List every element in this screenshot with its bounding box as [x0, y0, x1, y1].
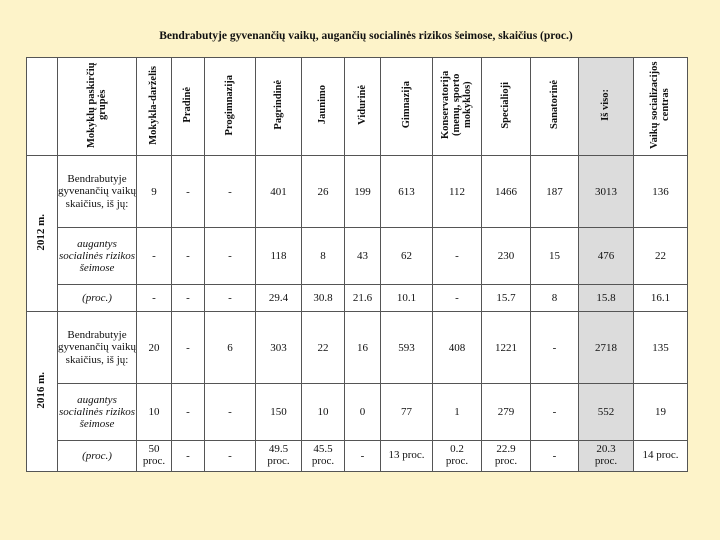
- table-cell: 1221: [482, 312, 531, 384]
- table-cell: -: [172, 312, 205, 384]
- table-cell: 593: [381, 312, 433, 384]
- column-header: [256, 58, 302, 156]
- column-header-total: [579, 58, 634, 156]
- table-row: [27, 228, 688, 285]
- table-row: [27, 384, 688, 441]
- column-header: [482, 58, 531, 156]
- column-header: [205, 58, 256, 156]
- table-cell: 150: [256, 384, 302, 441]
- table-cell: 13 proc.: [381, 441, 433, 472]
- table-cell: -: [531, 384, 579, 441]
- column-header-label: Vidurinė: [356, 85, 368, 125]
- table-cell: 62: [381, 228, 433, 285]
- column-header: [381, 58, 433, 156]
- row-label: (proc.): [58, 285, 137, 312]
- table-cell: 26: [302, 156, 345, 228]
- table-cell: -: [137, 228, 172, 285]
- total-cell: 3013: [579, 156, 634, 228]
- table-cell: 19: [634, 384, 688, 441]
- table-cell: -: [205, 228, 256, 285]
- table-cell: 14 proc.: [634, 441, 688, 472]
- row-label: Bendrabutyje gyvenančių vaikų skaičius, iš jų:: [58, 312, 137, 384]
- table-cell: 8: [302, 228, 345, 285]
- total-cell: 476: [579, 228, 634, 285]
- table-cell: 112: [433, 156, 482, 228]
- table-cell: 136: [634, 156, 688, 228]
- row-label: Bendrabutyje gyvenančių vaikų skaičius, iš jų:: [58, 156, 137, 228]
- column-header-label: Jaunimo: [317, 85, 329, 125]
- table-cell: 408: [433, 312, 482, 384]
- table-cell: -: [205, 384, 256, 441]
- table-cell: 22: [634, 228, 688, 285]
- table-cell: -: [205, 156, 256, 228]
- column-header-label: Pradinė: [182, 87, 194, 123]
- table-title: Bendrabutyje gyvenančių vaikų, augančių socialinės rizikos šeimose, skaičius (proc.): [159, 30, 573, 42]
- column-header-label: Specialioji: [500, 81, 512, 129]
- table-cell: -: [172, 441, 205, 472]
- table-cell: -: [172, 228, 205, 285]
- column-header-label: Gimnazija: [400, 81, 412, 129]
- total-cell: 552: [579, 384, 634, 441]
- column-header: [433, 58, 482, 156]
- table-cell: 30.8: [302, 285, 345, 312]
- column-header-label: Sanatorinė: [548, 80, 560, 130]
- table-cell: -: [172, 384, 205, 441]
- table-cell: 8: [531, 285, 579, 312]
- table-cell: 1466: [482, 156, 531, 228]
- column-header-label: Mokykla-darželis: [148, 65, 160, 145]
- header-row: [27, 58, 688, 156]
- table-cell: 279: [482, 384, 531, 441]
- table-cell: -: [345, 441, 381, 472]
- column-header: [302, 58, 345, 156]
- table-cell: 29.4: [256, 285, 302, 312]
- table-cell: 9: [137, 156, 172, 228]
- column-header: [137, 58, 172, 156]
- table-cell: -: [433, 285, 482, 312]
- table-cell: -: [205, 285, 256, 312]
- year-label: 2012 m.: [35, 213, 48, 251]
- table-cell: 45.5 proc.: [302, 441, 345, 472]
- table-row: [27, 156, 688, 228]
- table-cell: -: [531, 441, 579, 472]
- table-cell: 15.7: [482, 285, 531, 312]
- table-cell: 22: [302, 312, 345, 384]
- table-cell: 50 proc.: [137, 441, 172, 472]
- year-cell: [27, 312, 58, 472]
- table-cell: 613: [381, 156, 433, 228]
- table-cell: 21.6: [345, 285, 381, 312]
- table-cell: 15: [531, 228, 579, 285]
- table-cell: -: [433, 228, 482, 285]
- year-label: 2016 m.: [35, 371, 48, 409]
- table-cell: 16.1: [634, 285, 688, 312]
- table-cell: 22.9 proc.: [482, 441, 531, 472]
- column-header: [345, 58, 381, 156]
- table-cell: -: [172, 285, 205, 312]
- table-cell: 401: [256, 156, 302, 228]
- table-cell: -: [137, 285, 172, 312]
- year-cell: [27, 156, 58, 312]
- column-header-label: Mokyklų paskirčių grupės: [85, 62, 108, 148]
- column-header-label: Vaikų socializacijos centras: [649, 61, 672, 149]
- table-cell: 199: [345, 156, 381, 228]
- table-cell: 118: [256, 228, 302, 285]
- total-cell: 20.3 proc.: [579, 441, 634, 472]
- corner-cell: [27, 58, 58, 156]
- table-cell: 43: [345, 228, 381, 285]
- column-header: [531, 58, 579, 156]
- row-label: augantys socialinės rizikos šeimose: [58, 228, 137, 285]
- table-cell: -: [172, 156, 205, 228]
- table-cell: 77: [381, 384, 433, 441]
- column-header-label: Progimnazija: [224, 74, 236, 136]
- column-header-label: Pagrindinė: [272, 80, 284, 130]
- table-cell: 0.2 proc.: [433, 441, 482, 472]
- table-cell: 10: [137, 384, 172, 441]
- table-cell: 135: [634, 312, 688, 384]
- table-cell: 20: [137, 312, 172, 384]
- table-cell: 230: [482, 228, 531, 285]
- table-row: [27, 285, 688, 312]
- table-cell: 49.5 proc.: [256, 441, 302, 472]
- table-cell: 187: [531, 156, 579, 228]
- total-cell: 2718: [579, 312, 634, 384]
- table-cell: 1: [433, 384, 482, 441]
- table-cell: 10: [302, 384, 345, 441]
- total-cell: 15.8: [579, 285, 634, 312]
- row-label: (proc.): [58, 441, 137, 472]
- column-header-label: Iš viso:: [600, 89, 612, 121]
- table-row: [27, 312, 688, 384]
- table-cell: 6: [205, 312, 256, 384]
- table-cell: -: [205, 441, 256, 472]
- column-header: [172, 58, 205, 156]
- table-cell: 0: [345, 384, 381, 441]
- table-cell: 16: [345, 312, 381, 384]
- table-row: [27, 441, 688, 472]
- column-header-label: Konservatorija (menų, sporto mokyklos): [440, 70, 474, 140]
- table-cell: -: [531, 312, 579, 384]
- row-label: augantys socialinės rizikos šeimose: [58, 384, 137, 441]
- column-header: [58, 58, 137, 156]
- column-header: [634, 58, 688, 156]
- table-cell: 303: [256, 312, 302, 384]
- statistics-table: [26, 57, 688, 472]
- table-cell: 10.1: [381, 285, 433, 312]
